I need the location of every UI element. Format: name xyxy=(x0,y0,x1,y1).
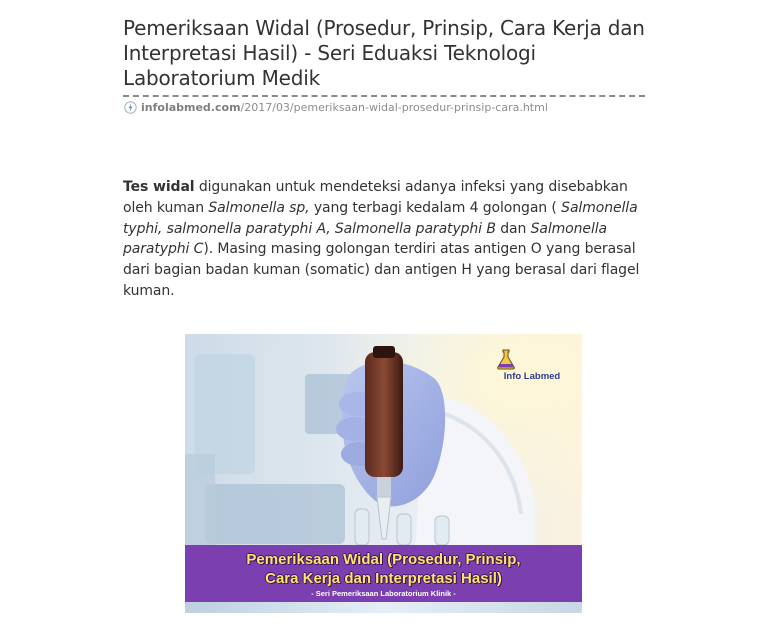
paragraph-italic-term: Salmonella paratyphi C xyxy=(123,220,607,258)
paragraph-bold-term: Tes widal xyxy=(123,179,195,195)
source-domain[interactable]: infolabmed.com xyxy=(141,100,241,114)
paragraph-text: dan xyxy=(495,220,531,237)
title-divider xyxy=(123,95,645,97)
image-banner xyxy=(185,545,582,602)
article-image[interactable] xyxy=(185,334,582,613)
paragraph-text: ). Masing masing golongan terdiri atas antigen O yang berasal dari bagian badan kuman (somatic) dan antigen H yang berasal dari flagel kuman. xyxy=(123,241,640,299)
logo-text: Info Labmed xyxy=(503,371,561,382)
page-title: Pemeriksaan Widal (Prosedur, Prinsip, Cara Kerja dan Interpretasi Hasil) - Seri Eduaksi Teknologi Laboratorium Medik xyxy=(123,16,645,90)
paragraph-text: yang terbagi kedalam 4 golongan ( xyxy=(309,199,562,216)
paragraph-italic-term: Salmonella sp, xyxy=(208,199,310,216)
banner-title-line-1: Pemeriksaan Widal (Prosedur, Prinsip, xyxy=(246,551,521,568)
flask-icon xyxy=(494,348,518,370)
info-labmed-logo xyxy=(494,348,570,382)
article-paragraph xyxy=(123,177,643,302)
banner-subtitle: - Seri Pemeriksaan Laboratorium Klinik - xyxy=(311,589,456,598)
article-header xyxy=(123,16,645,114)
banner-title-line-2: Cara Kerja dan Interpretasi Hasil) xyxy=(265,570,502,587)
paragraph-text: digunakan untuk mendeteksi adanya infeksi yang disebabkan oleh kuman xyxy=(123,179,628,216)
paragraph-italic-term: Salmonella typhi, salmonella paratyphi A, Salmonella paratyphi B xyxy=(123,199,638,237)
image-bottom-strip xyxy=(185,602,582,613)
source-link[interactable] xyxy=(123,100,645,114)
source-path[interactable]: /2017/03/pemeriksaan-widal-prosedur-prinsip-cara.html xyxy=(240,100,548,114)
link-icon xyxy=(123,100,137,114)
